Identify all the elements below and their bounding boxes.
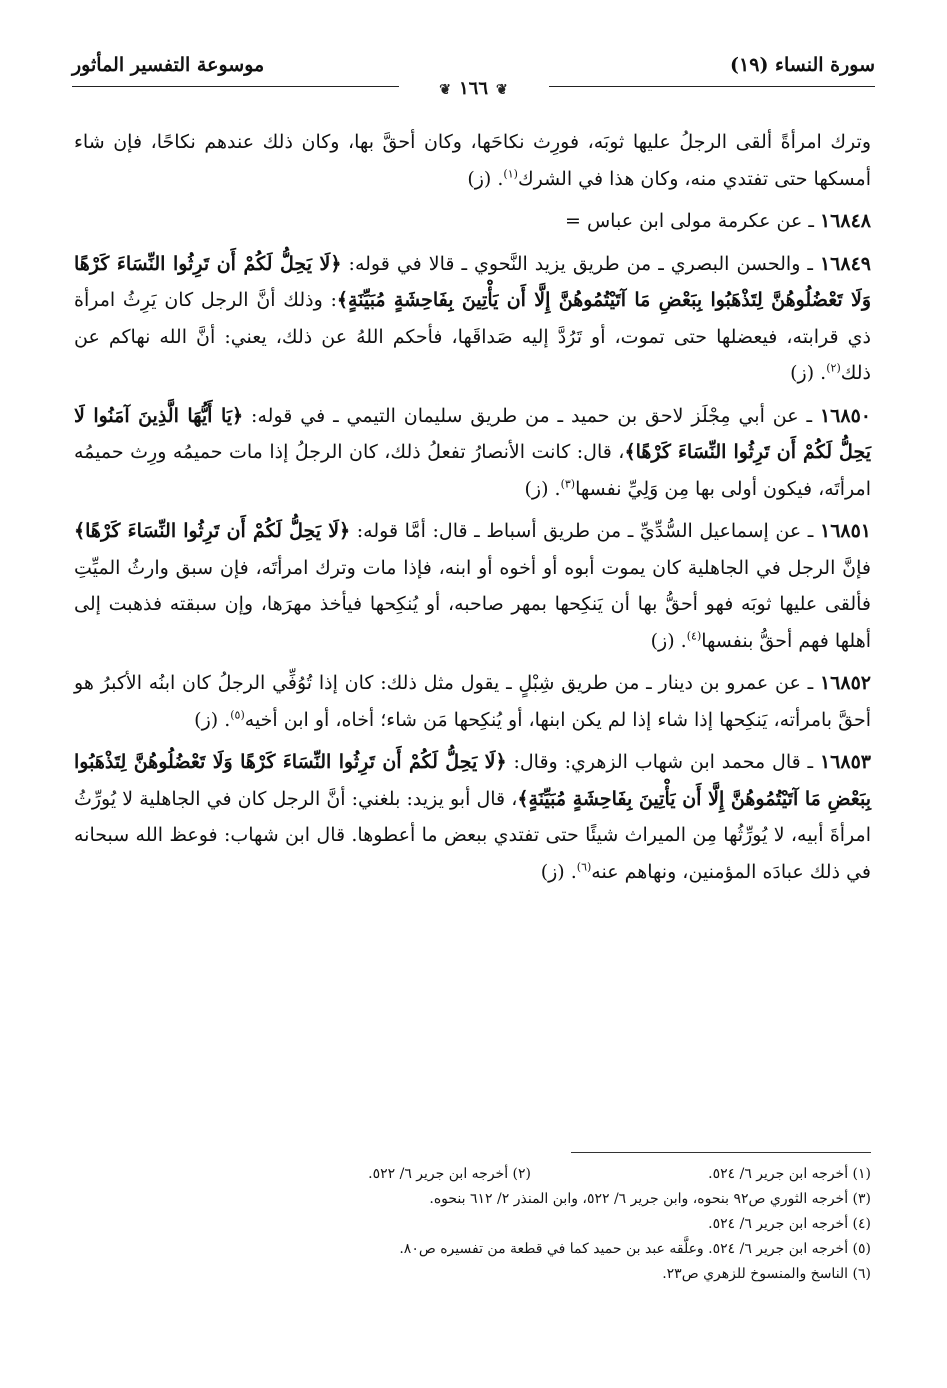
footnote-5: (٥) أخرجه ابن جرير ٦/ ٥٢٤. وعلَّقه عبد بن حميد كما في قطعة من تفسيره ص٨٠. (399, 1241, 871, 1257)
footnote-6: (٦) الناسخ والمنسوخ للزهري ص٢٣. (662, 1266, 871, 1282)
narration-16848: ١٦٨٤٨ ـ عن عكرمة مولى ابن عباس = (565, 210, 871, 232)
narration-16853: ١٦٨٥٣ ـ قال محمد ابن شهاب الزهري: وقال: ﴿لَا يَحِلُّ لَكُمْ أَن تَرِثُوا النِّسَاءَ كَرْهًا وَلَا تَعْضُلُوهُنَّ لِتَذْهَبُوا بِبَعْضِ مَا آتَيْتُمُوهُنَّ إِلَّا أَن يَأْتِينَ بِفَاحِشَةٍ مُبَيِّنَةٍ﴾، قال أبو يزيد: بلغني: أنَّ الرجل كان في الجاهلية لا يُورِّثُ امرأةَ أبيه، لا يُورِّثُها مِن الميراث شيئًا حتى تفتدي ببعض ما أعطوها. قال ابن شهاب: فوعظ الله سبحانه في ذلك عبادَه المؤمنين، ونهاهم عنه$^{(٦)}$. (ز) (74, 751, 871, 883)
footnote-3: (٣) أخرجه الثوري ص٩٢ بنحوه، وابن جرير ٦/ ٥٢٢، وابن المنذر ٢/ ٦١٢ بنحوه. (429, 1191, 871, 1207)
page-number-text: ١٦٦ (458, 78, 489, 99)
narration-16852: ١٦٨٥٢ ـ عن عمرو بن دينار ـ من طريق شِبْلٍ ـ يقول مثل ذلك: كان إذا تُوُفِّي الرجلُ كان ابنُه الأكبرُ هو أحقَّ بامرأته، يَنكِحها إذا شاء إذا لم يكن ابنها، أو يُنكِحها مَن شاء؛ أخاه، أو ابن أخيه$^{(٥)}$. (ز) (74, 672, 871, 731)
quran-verse: ﴿لَا يَحِلُّ لَكُمْ أَن تَرِثُوا النِّسَاءَ كَرْهًا وَلَا تَعْضُلُوهُنَّ لِتَذْهَبُوا بِبَعْضِ مَا آتَيْتُمُوهُنَّ إِلَّا أَن يَأْتِينَ بِفَاحِشَةٍ مُبَيِّنَةٍ﴾ (74, 751, 871, 810)
narration-number: ١٦٨٥٢ (819, 672, 871, 694)
ornament-icon: ❦ (439, 82, 451, 98)
quran-verse: ﴿لَا يَحِلُّ لَكُمْ أَن تَرِثُوا النِّسَاءَ كَرْهًا وَلَا تَعْضُلُوهُنَّ لِتَذْهَبُوا بِبَعْضِ مَا آتَيْتُمُوهُنَّ إِلَّا أَن يَأْتِينَ بِفَاحِشَةٍ مُبَيِّنَةٍ﴾ (74, 252, 871, 311)
footnote-ref[interactable]: (١) (503, 167, 518, 181)
quran-verse: ﴿لَا يَحِلُّ لَكُمْ أَن تَرِثُوا النِّسَاءَ كَرْهًا﴾ (74, 520, 351, 542)
footnote-ref[interactable]: (٥) (230, 708, 245, 722)
narration-16850: ١٦٨٥٠ ـ عن أبي مِجْلَز لاحق بن حميد ـ من طريق سليمان التيمي ـ في قوله: ﴿يَا أَيُّهَا الَّذِينَ آمَنُوا لَا يَحِلُّ لَكُمْ أَن تَرِثُوا النِّسَاءَ كَرْهًا﴾، قال: كانت الأنصارُ تفعلُ ذلك، كان الرجلُ إذا مات حميمُه ورِث حميمُه امرأتَه، فيكون أولى بها مِن وَلِيِّ نفسها$^{(٣)}$. (ز) (74, 404, 871, 500)
footnote-separator (571, 1152, 871, 1153)
narration-number: ١٦٨٤٨ (819, 210, 871, 232)
narration-number: ١٦٨٥٠ (819, 404, 871, 427)
footnote-ref[interactable]: (٦) (576, 860, 592, 874)
footnotes (74, 1162, 871, 1287)
footnote-1: (١) أخرجه ابن جرير ٦/ ٥٢٤. (708, 1166, 871, 1182)
footnote-ref[interactable]: (٢) (826, 361, 841, 375)
surah-title: سورة النساء (١٩) (730, 54, 875, 76)
main-text (74, 124, 871, 896)
page-number (431, 78, 515, 99)
narration-number: ١٦٨٥٣ (819, 751, 871, 773)
narration-number: ١٦٨٤٩ (819, 252, 871, 275)
narration-16851: ١٦٨٥١ ـ عن إسماعيل السُّدِّيِّ ـ من طريق أسباط ـ قال: أمَّا قوله: ﴿لَا يَحِلُّ لَكُمْ أَن تَرِثُوا النِّسَاءَ كَرْهًا﴾ فإنَّ الرجل في الجاهلية كان يموت أبوه أو أخوه أو ابنه، فإذا مات وترك امرأتَه، فإن سبق وارثُ الميِّتِ فألقى عليها ثوبَه فهو أحقُّ بها أن يَنكِحها بمهر صاحبه، أو يُنكِحها فيأخذ مهرَها، وإن سبقته فذهبت إلى أهلها فهم أحقُّ بنفسها$^{(٤)}$. (ز) (74, 520, 872, 652)
footnote-4: (٤) أخرجه ابن جرير ٦/ ٥٢٤. (708, 1216, 871, 1232)
book-title: موسوعة التفسير المأثور (72, 54, 265, 76)
paragraph-continuation: وترك امرأةً ألقى الرجلُ عليها ثوبَه، فورِث نكاحَها، وكان أحقَّ بها، وكان ذلك عندهم نكاحًا، فإن شاء أمسكها حتى تفتدي منه، وكان هذا في الشرك$^{(١)}$. (ز) (74, 131, 871, 190)
narration-16849: ١٦٨٤٩ ـ والحسن البصري ـ من طريق يزيد النَّحوي ـ قالا في قوله: ﴿لَا يَحِلُّ لَكُمْ أَن تَرِثُوا النِّسَاءَ كَرْهًا وَلَا تَعْضُلُوهُنَّ لِتَذْهَبُوا بِبَعْضِ مَا آتَيْتُمُوهُنَّ إِلَّا أَن يَأْتِينَ بِفَاحِشَةٍ مُبَيِّنَةٍ﴾: وذلك أنَّ الرجل كان يَرِثُ امرأة ذي قرابته، فيعضلها حتى تموت، أو تَرُدَّ إليه صَداقَها، فأحكم اللهُ عن ذلك، يعني: أنَّ الله نهاكم عن ذلك$^{(٢)}$. (ز) (74, 252, 872, 384)
quran-verse: ﴿يَا أَيُّهَا الَّذِينَ آمَنُوا لَا يَحِلُّ لَكُمْ أَن تَرِثُوا النِّسَاءَ كَرْهًا﴾ (74, 404, 871, 463)
footnote-2: (٢) أخرجه ابن جرير ٦/ ٥٢٢. (368, 1166, 531, 1182)
ornament-icon: ❦ (496, 82, 508, 98)
footnote-ref[interactable]: (٤) (686, 629, 702, 643)
footnote-ref[interactable]: (٣) (560, 477, 576, 491)
narration-number: ١٦٨٥١ (819, 520, 872, 542)
page-header (72, 44, 875, 104)
